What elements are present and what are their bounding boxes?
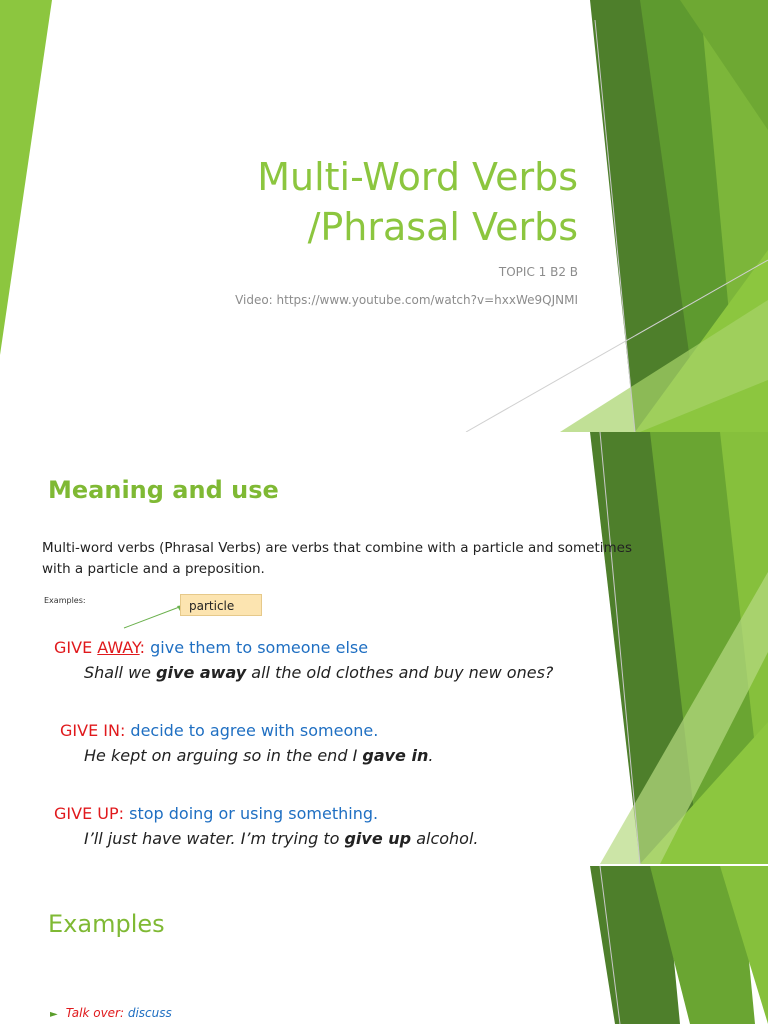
particle-callout: particle [180, 594, 262, 616]
examples-label: Examples: [44, 596, 86, 605]
verb-definition: decide to agree with someone. [125, 721, 379, 740]
phrasal-verb-entry [0, 638, 553, 682]
verb-definition: stop doing or using something. [124, 804, 379, 823]
phrasal-verb-entry [0, 804, 479, 848]
title-line-1: Multi-Word Verbs [257, 155, 578, 199]
verb-definition: give them to someone else [145, 638, 369, 657]
list-item: ► Talk over: discuss [50, 1006, 172, 1020]
example-sentence: He kept on arguing so in the end I gave in. [84, 746, 434, 765]
topic-label: TOPIC 1 B2 B [498, 265, 578, 279]
example-sentence: Shall we give away all the old clothes and buy new ones? [84, 663, 554, 682]
verb-label: GIVE AWAY: [54, 638, 146, 657]
verb-label: GIVE UP: [54, 804, 125, 823]
right-green-decoration [0, 866, 768, 1024]
section-heading: Meaning and use [48, 476, 279, 504]
subtitle [235, 258, 578, 314]
bullet-arrow-icon: ► [50, 1009, 58, 1020]
examples-slide [0, 866, 768, 1024]
term-definition: discuss [124, 1006, 172, 1020]
title-line-2: /Phrasal Verbs [307, 205, 578, 249]
example-sentence: I’ll just have water. I’m trying to give up alcohol. [84, 829, 479, 848]
verb-label: GIVE IN: [60, 721, 126, 740]
phrasal-verb-entry [0, 721, 433, 765]
video-link[interactable]: Video: https://www.youtube.com/watch?v=hxxWe9QJNMI [235, 293, 578, 307]
term: Talk over [65, 1006, 120, 1020]
presentation-title [257, 152, 578, 252]
title-slide [0, 0, 768, 432]
section-heading: Examples [48, 910, 165, 938]
definition-paragraph: Multi-word verbs (Phrasal Verbs) are verbs that combine with a particle and sometimes with a particle and a preposition. [42, 540, 632, 577]
